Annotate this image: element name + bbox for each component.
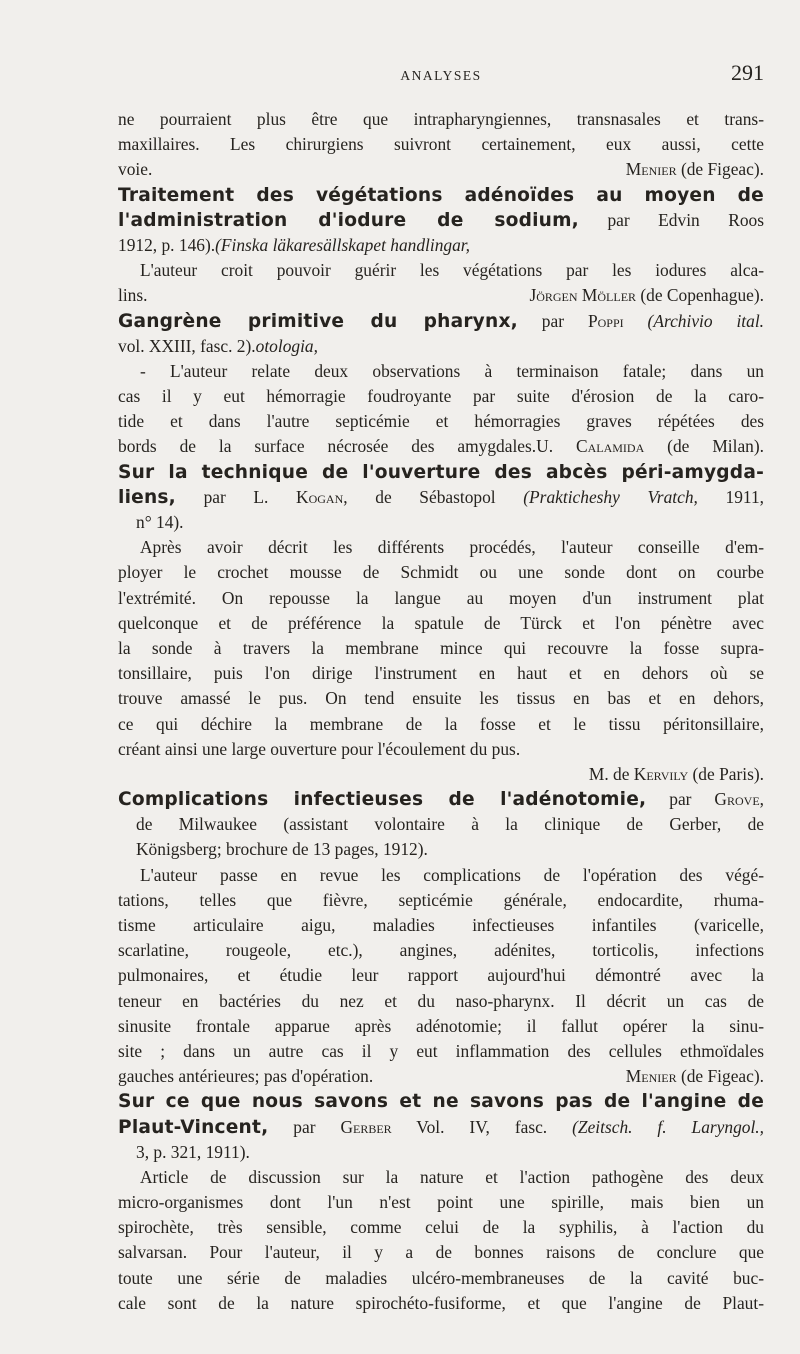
text-line xyxy=(118,1014,764,1039)
line-text: 3, p. 321, 1911). xyxy=(136,1141,250,1162)
text-line xyxy=(118,938,764,963)
article-title: Complications infectieuses de l'adénotomie, xyxy=(118,789,647,811)
citation-source: (Prakticheshy Vratch, xyxy=(523,486,698,507)
line-text: tide et dans l'autre septicémie et hémorragies graves répétées des xyxy=(118,411,764,432)
author-name: Menier xyxy=(625,1066,677,1087)
article-title: Sur la technique de l'ouverture des abcès péri-amygda- xyxy=(118,461,764,483)
line-text: créant ainsi une large ouverture pour l'écoulement du pus. xyxy=(118,738,521,759)
line-text: cas il y eut hémorragie foudroyante par suite d'érosion de la caro- xyxy=(118,386,764,407)
text-line xyxy=(118,661,764,686)
line-text: sinusite frontale apparue après adénotomie; il fallut opérer la sinu- xyxy=(118,1015,764,1036)
text-line xyxy=(118,359,764,384)
line-text: par Edvin Roos xyxy=(578,209,764,230)
line-text: ce qui déchire la membrane de la fosse et le tissu péritonsillaire, xyxy=(118,713,764,734)
text-line xyxy=(118,1266,764,1291)
text-line xyxy=(118,309,764,334)
line-text: - L'auteur relate deux observations à terminaison fatale; dans un xyxy=(140,360,764,381)
author-name: Kervily xyxy=(633,763,689,784)
text-line xyxy=(118,787,764,812)
author-place: (de Figeac). xyxy=(676,1066,764,1087)
text-line xyxy=(118,1215,764,1240)
line-text: par xyxy=(646,789,715,810)
signature xyxy=(626,157,764,182)
text-line xyxy=(118,611,764,636)
line-text: toute une série de maladies ulcéro-membraneuses de la cavité buc- xyxy=(118,1267,764,1288)
line-text: (de Paris). xyxy=(688,763,764,784)
text-line xyxy=(118,434,764,459)
text-line xyxy=(118,409,764,434)
citation-source: (Archivio ital. xyxy=(623,310,765,331)
signature xyxy=(529,283,764,308)
line-text: tisme articulaire aigu, maladies infectieuses infantiles (varicelle, xyxy=(118,915,764,935)
text-line xyxy=(118,636,764,661)
text-line xyxy=(118,1140,764,1165)
line-text: salvarsan. Pour l'auteur, il y a de bonnes raisons de conclure que xyxy=(118,1242,764,1263)
line-text: scarlatine, rougeole, etc.), angines, adénites, torticolis, infections xyxy=(118,940,764,961)
citation-source: otologia, xyxy=(255,335,318,356)
author-name: U. Calamida xyxy=(536,436,645,457)
text-line xyxy=(118,762,764,787)
line-text: Königsberg; brochure de 13 pages, 1912). xyxy=(136,839,428,860)
line-text: tonsillaire, puis l'on dirige l'instrument en haut et en dehors où se xyxy=(118,663,764,684)
line-text: M. de xyxy=(588,763,634,784)
citation-source: (Finska läkaresällskapet handlingar, xyxy=(215,234,470,255)
line-start: lins. xyxy=(118,285,148,306)
text-line xyxy=(118,1115,764,1140)
text-line xyxy=(118,963,764,988)
article-title: l'administration d'iodure de sodium, xyxy=(118,209,579,231)
text-line xyxy=(118,913,764,938)
text-line xyxy=(118,737,764,762)
line-start: voie. xyxy=(118,159,153,180)
line-text: L'auteur passe en revue les complications de l'opération des végé- xyxy=(140,864,764,885)
text-line xyxy=(118,888,764,913)
text-line xyxy=(118,157,764,182)
line-text: de Sébastopol xyxy=(347,486,524,507)
author-place: (de Figeac). xyxy=(676,159,764,180)
line-text: bords de la surface nécrosée des amygdales. xyxy=(118,436,537,457)
citation-source: (Zeitsch. f. Laryngol., xyxy=(547,1116,765,1137)
text-line xyxy=(118,510,764,535)
text-line xyxy=(118,233,764,258)
text-line xyxy=(118,1089,764,1114)
line-text: spirochète, très sensible, comme celui de la syphilis, à l'action du xyxy=(118,1217,764,1238)
text-line xyxy=(118,107,764,132)
line-text: n° 14). xyxy=(136,512,184,532)
line-text: micro-organismes dont l'un n'est point une spirille, mais bien un xyxy=(118,1192,764,1213)
line-text: teneur en bactéries du nez et du naso-pharynx. Il décrit un cas de xyxy=(118,990,764,1011)
text-line xyxy=(118,686,764,711)
author-name: Poppi xyxy=(587,310,624,331)
author-place: (de Copenhague). xyxy=(636,285,764,306)
line-text: pulmonaires, et étudie leur rapport aujourd'hui démontré avec la xyxy=(118,965,764,986)
text-line xyxy=(118,460,764,485)
text-line xyxy=(118,258,764,283)
text-line xyxy=(118,586,764,611)
line-text: par xyxy=(517,310,588,331)
article-title: Plaut-Vincent, xyxy=(118,1116,269,1138)
line-text: Après avoir décrit les différents procédés, l'auteur conseille d'em- xyxy=(140,537,764,558)
text-line xyxy=(118,837,764,862)
text-line xyxy=(118,863,764,888)
text-line xyxy=(118,1165,764,1190)
text-line xyxy=(118,132,764,157)
line-text: 1912, p. 146). xyxy=(118,234,216,255)
line-text: cale sont de la nature spirochéto-fusiforme, et que l'angine de Plaut- xyxy=(118,1292,764,1313)
text-line xyxy=(118,1240,764,1265)
text-line xyxy=(118,535,764,560)
line-text: L'auteur croit pouvoir guérir les végétations par les iodures alca- xyxy=(140,260,764,281)
article-title: Gangrène primitive du pharynx, xyxy=(118,310,518,332)
line-start: gauches antérieures; pas d'opération. xyxy=(118,1066,374,1087)
line-text: par xyxy=(268,1116,341,1137)
text-line xyxy=(118,283,764,308)
line-text: 1911, xyxy=(697,486,764,507)
line-text: site ; dans un autre cas il y eut inflammation des cellules ethmoïdales xyxy=(118,1040,764,1061)
text-line xyxy=(118,989,764,1014)
article-title: Sur ce que nous savons et ne savons pas de l'angine de xyxy=(118,1091,764,1113)
line-text: ne pourraient plus être que intrapharyngiennes, transnasales et trans- xyxy=(118,109,764,129)
article-title: liens, xyxy=(118,486,176,508)
line-text: trouve amassé le pus. On tend ensuite les tissus en bas et en dehors, xyxy=(118,688,764,709)
line-text: tations, telles que fièvre, septicémie générale, endocardite, rhuma- xyxy=(118,889,764,910)
signature xyxy=(626,1064,764,1089)
text-line xyxy=(118,712,764,737)
page-number: 291 xyxy=(731,60,764,85)
line-text: de Milwaukee (assistant volontaire à la clinique de Gerber, de xyxy=(136,814,764,835)
line-text: ployer le crochet mousse de Schmidt ou une sonde dont on courbe xyxy=(118,562,764,583)
page-header xyxy=(118,60,764,90)
line-text: (de Milan). xyxy=(644,436,765,457)
author-name: Gerber xyxy=(340,1116,392,1137)
line-text: maxillaires. Les chirurgiens suivront certainement, eux aussi, cette xyxy=(118,134,764,155)
line-text: la sonde à travers la membrane mince qui recouvre la fosse supra- xyxy=(118,637,764,658)
line-text: vol. XXIII, fasc. 2). xyxy=(118,335,256,356)
running-title: ANALYSES xyxy=(400,68,482,83)
text-line xyxy=(118,334,764,359)
author-name: Menier xyxy=(625,159,677,180)
text-line xyxy=(118,560,764,585)
line-text: quelconque et de préférence la spatule de Türck et l'on pénètre avec xyxy=(118,612,764,633)
author-name: Kogan, xyxy=(296,486,348,507)
line-text: Vol. IV, fasc. xyxy=(391,1116,548,1137)
text-line xyxy=(118,1190,764,1215)
text-line xyxy=(118,1039,764,1064)
text-line xyxy=(118,183,764,208)
text-line xyxy=(118,1291,764,1316)
text-column xyxy=(118,107,764,1316)
text-line xyxy=(118,812,764,837)
text-line xyxy=(118,384,764,409)
text-line xyxy=(118,1064,764,1089)
line-text: l'extrémité. On repousse la langue au moyen d'un instrument plat xyxy=(118,587,764,608)
text-line xyxy=(118,485,764,510)
line-text: Article de discussion sur la nature et l'action pathogène des deux xyxy=(140,1166,764,1187)
author-name: Jörgen Möller xyxy=(529,285,637,306)
text-line xyxy=(118,208,764,233)
article-title: Traitement des végétations adénoïdes au moyen de xyxy=(118,184,764,206)
author-name: Grove, xyxy=(714,789,764,810)
line-text: par L. xyxy=(175,486,297,507)
